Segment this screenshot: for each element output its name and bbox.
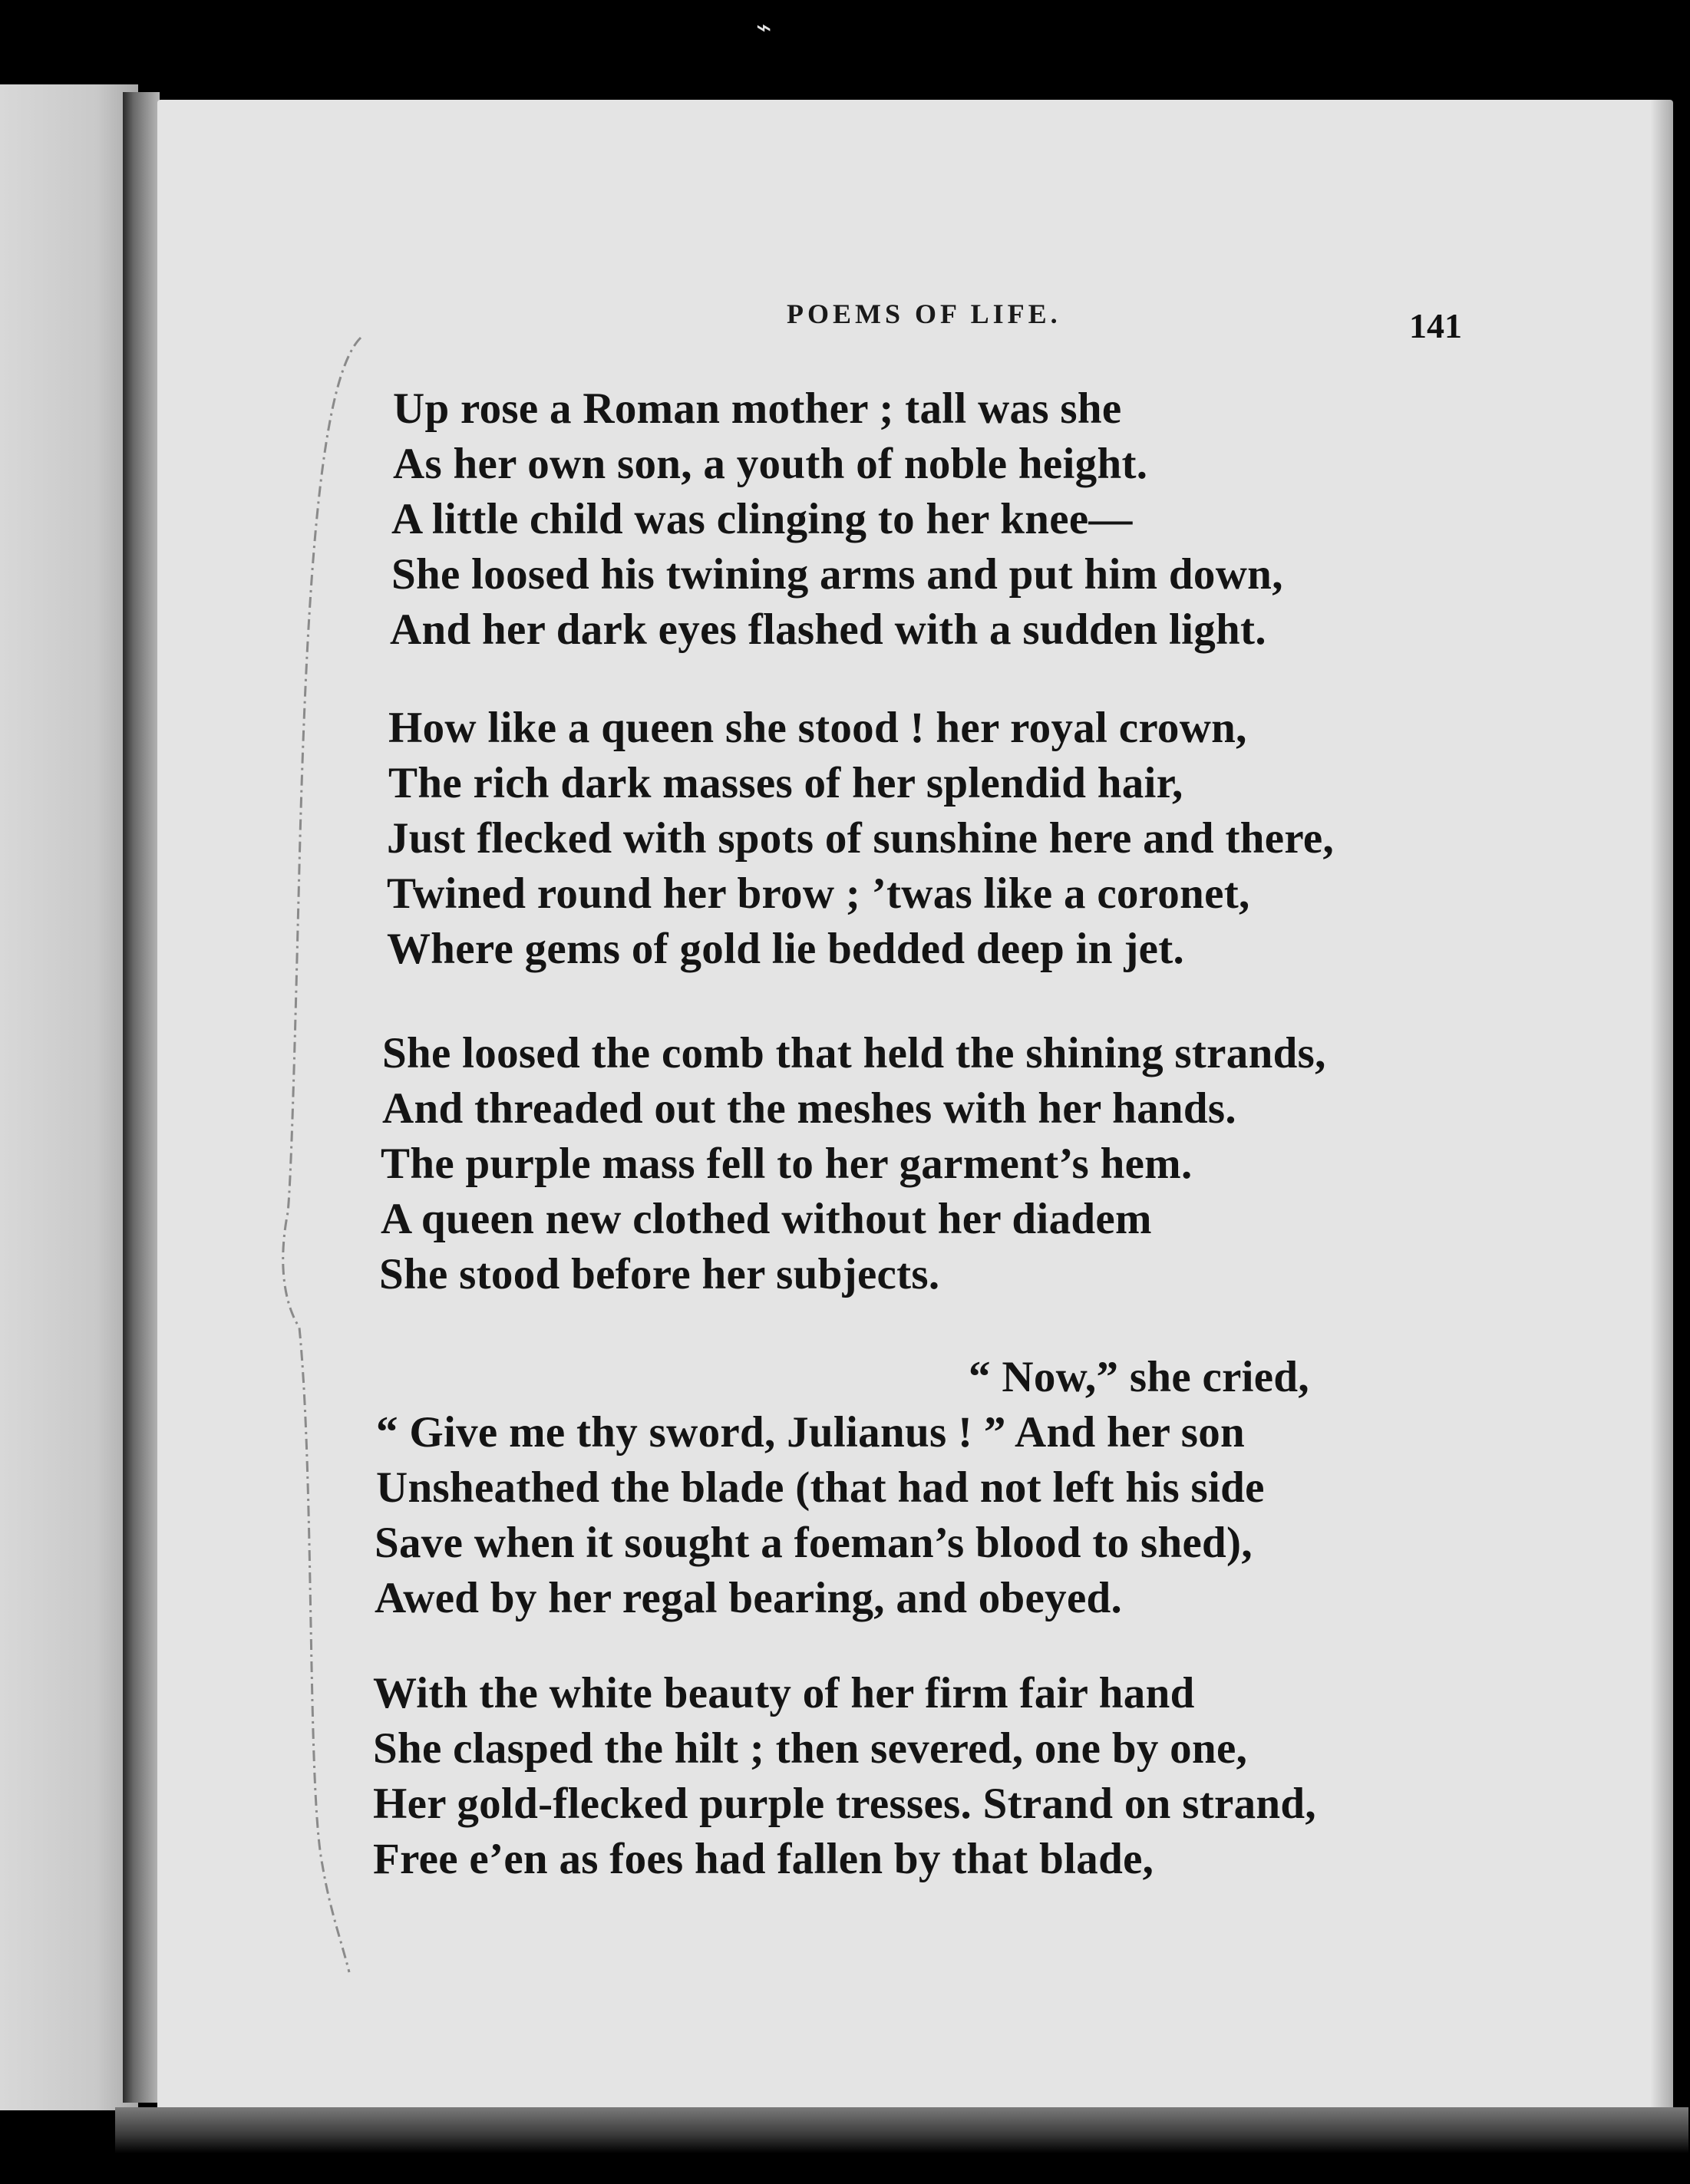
poem-line: Her gold-flecked purple tresses. Strand on strand, xyxy=(373,1780,1316,1828)
poem-line: How like a queen she stood ! her royal crown, xyxy=(388,704,1247,752)
page-bottom-edge xyxy=(115,2107,1688,2153)
poem-line: Unsheathed the blade (that had not left his side xyxy=(376,1463,1265,1512)
page-edge-shadow xyxy=(1650,100,1673,2110)
running-head: POEMS OF LIFE. xyxy=(787,299,1061,329)
poem-line: She stood before her subjects. xyxy=(379,1250,940,1298)
poem-line: And threaded out the meshes with her hands. xyxy=(382,1084,1236,1133)
poem-line: And her dark eyes flashed with a sudden light. xyxy=(390,605,1266,654)
scan-mark: ⌁ xyxy=(756,12,772,43)
poem-line: She clasped the hilt ; then severed, one by one, xyxy=(373,1724,1248,1773)
poem-line: With the white beauty of her firm fair hand xyxy=(373,1669,1195,1717)
poem-line: She loosed his twining arms and put him down, xyxy=(391,550,1283,599)
poem-line: Up rose a Roman mother ; tall was she xyxy=(393,384,1122,433)
poem-line: Just flecked with spots of sunshine here and there, xyxy=(387,814,1335,863)
margin-pencil-bracket xyxy=(276,330,368,1980)
poem-line: Awed by her regal bearing, and obeyed. xyxy=(375,1574,1123,1622)
poem-line: Twined round her brow ; ’twas like a coronet, xyxy=(387,869,1250,918)
facing-page-edge xyxy=(0,84,138,2110)
poem-line: A little child was clinging to her knee— xyxy=(391,495,1133,543)
poem-line: Where gems of gold lie bedded deep in jet. xyxy=(387,925,1185,973)
poem-line: The rich dark masses of her splendid hair, xyxy=(388,759,1183,807)
poem-line: Free e’en as foes had fallen by that blade, xyxy=(373,1835,1154,1883)
poem-line: She loosed the comb that held the shining strands, xyxy=(382,1029,1326,1077)
poem-line: “ Now,” she cried, xyxy=(969,1353,1309,1401)
binding-gutter xyxy=(123,92,160,2103)
poem-line: The purple mass fell to her garment’s hem. xyxy=(381,1140,1193,1188)
poem-line: Save when it sought a foeman’s blood to shed), xyxy=(375,1519,1253,1567)
poem-line: A queen new clothed without her diadem xyxy=(381,1195,1152,1243)
poem-line: As her own son, a youth of noble height. xyxy=(393,440,1148,488)
poem-line: “ Give me thy sword, Julianus ! ” And her son xyxy=(376,1408,1246,1457)
page-number: 141 xyxy=(1409,306,1462,345)
